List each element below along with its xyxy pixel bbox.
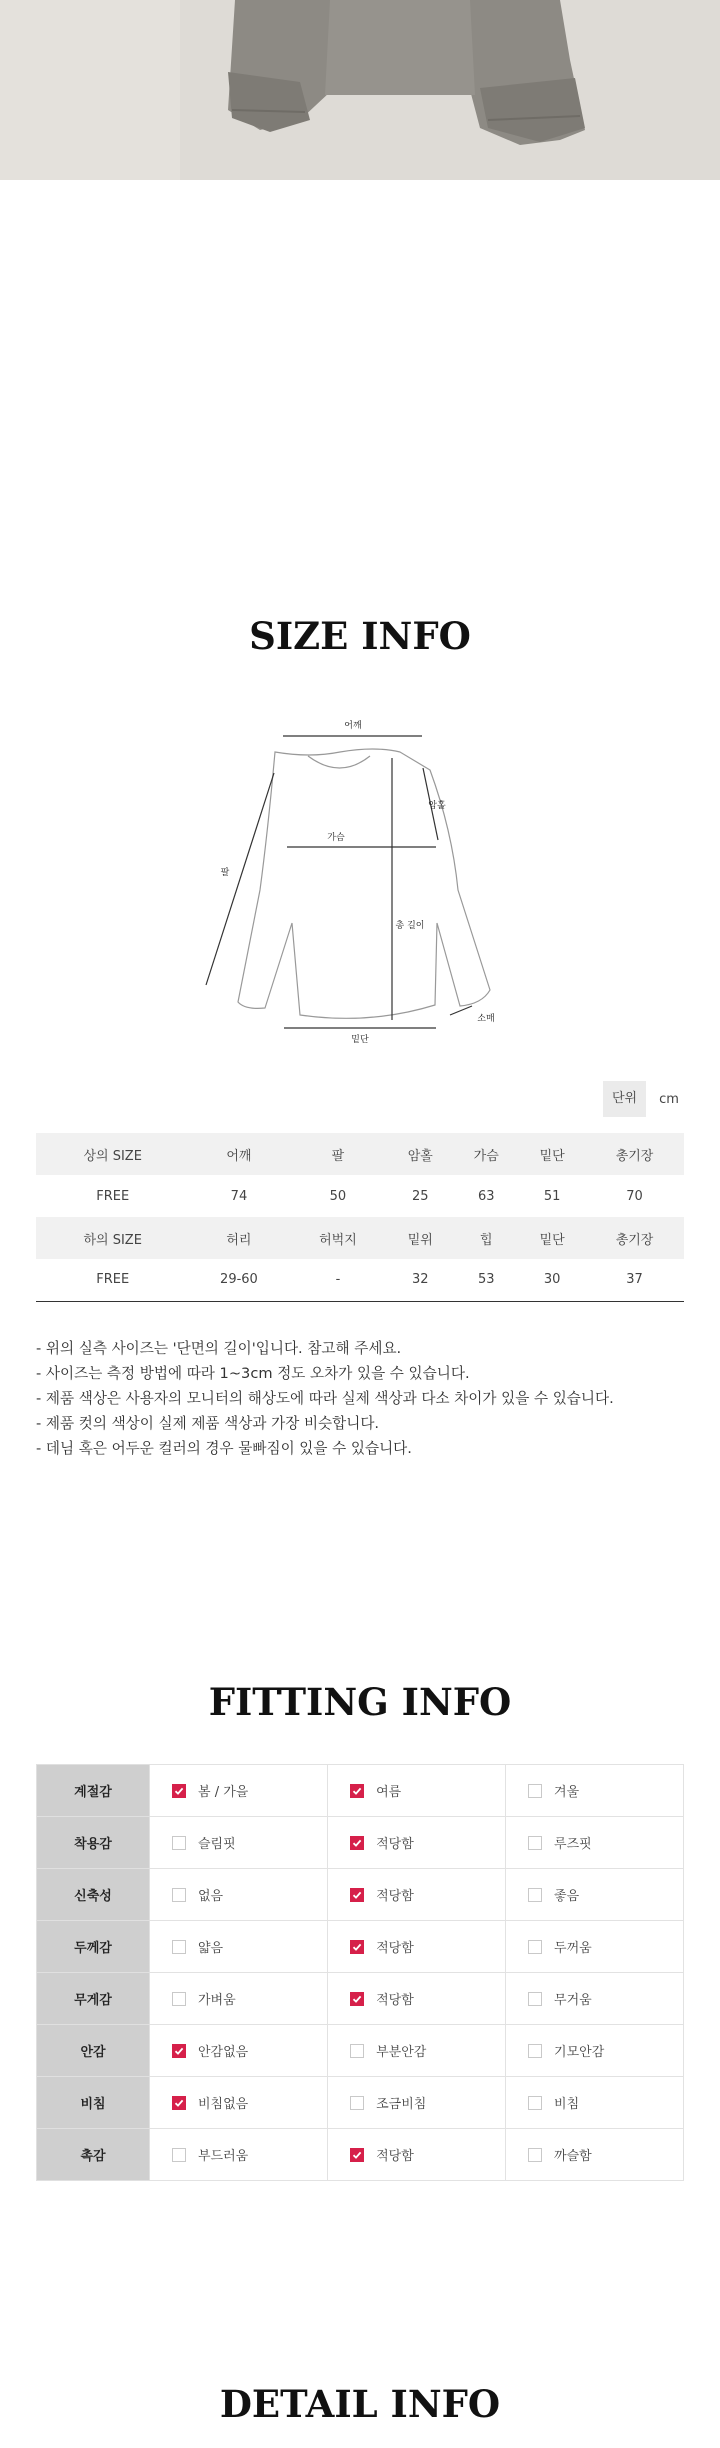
fitting-row: [37, 1765, 684, 1817]
fitting-option: [150, 2129, 328, 2181]
fitting-option-label: 없음: [198, 1889, 224, 1904]
size-cell: 허벅지: [289, 1217, 388, 1259]
size-table-row: [36, 1133, 684, 1175]
fitting-option: [506, 2025, 684, 2077]
unchecked-checkbox-icon: [172, 1992, 186, 2006]
fitting-option-label: 적당함: [376, 1941, 414, 1956]
label-total-length: 총 길이: [395, 921, 425, 931]
fitting-option: [506, 2129, 684, 2181]
label-shoulder: 어깨: [344, 721, 362, 731]
size-cell: 어깨: [189, 1133, 288, 1175]
fitting-option: [150, 1973, 328, 2025]
unchecked-checkbox-icon: [172, 2148, 186, 2162]
fitting-option: [328, 2129, 506, 2181]
fitting-option: [328, 1817, 506, 1869]
size-cell: FREE: [96, 1272, 130, 1288]
note-line: - 제품 컷의 색상이 실제 제품 색상과 가장 비슷합니다.: [36, 1415, 380, 1432]
fitting-option-label: 두꺼움: [554, 1941, 592, 1956]
unchecked-checkbox-icon: [528, 1992, 542, 2006]
unchecked-checkbox-icon: [528, 1940, 542, 1954]
size-table: [36, 1133, 684, 1302]
fitting-category: 안감: [37, 2025, 150, 2077]
checked-checkbox-icon: [350, 1784, 364, 1798]
size-cell: 허리: [189, 1217, 288, 1259]
unit-value: cm: [659, 1091, 679, 1107]
size-cell: 상의 SIZE: [36, 1133, 189, 1175]
size-cell: 총기장: [585, 1133, 684, 1175]
size-cell: -: [335, 1272, 341, 1288]
size-table-row: [36, 1259, 684, 1301]
product-photo: [0, 0, 720, 180]
size-cell: 29-60: [220, 1272, 258, 1288]
unchecked-checkbox-icon: [528, 1888, 542, 1902]
unchecked-checkbox-icon: [172, 1888, 186, 1902]
sweatshirt-outline: [238, 749, 490, 1018]
size-cell: 30: [543, 1272, 561, 1288]
checked-checkbox-icon: [172, 2044, 186, 2058]
size-cell: 32: [412, 1272, 429, 1288]
label-hem: 밑단: [351, 1035, 369, 1045]
fitting-option: [150, 1921, 328, 1973]
size-info-title: SIZE INFO: [249, 614, 471, 658]
size-cell: 74: [230, 1188, 248, 1204]
label-sleeve: 팔: [220, 868, 230, 878]
size-cell: 암홀: [387, 1133, 453, 1175]
sweatshirt-photo-illustration: [0, 0, 720, 180]
fitting-option: [506, 1765, 684, 1817]
fitting-option-label: 부분안감: [376, 2045, 427, 2060]
checked-checkbox-icon: [350, 1940, 364, 1954]
note-line: - 데님 혹은 어두운 컬러의 경우 물빠짐이 있을 수 있습니다.: [36, 1440, 412, 1457]
fitting-option-label: 비침없음: [198, 2097, 249, 2112]
checked-checkbox-icon: [350, 2148, 364, 2162]
detail-info-title: DETAIL INFO: [219, 2382, 501, 2426]
fitting-row: [37, 1869, 684, 1921]
fitting-row: [37, 2077, 684, 2129]
fitting-option: [150, 1869, 328, 1921]
size-cell: 53: [477, 1272, 495, 1288]
fitting-category: 비침: [37, 2077, 150, 2129]
fitting-option-label: 봄 / 가을: [198, 1785, 249, 1800]
unchecked-checkbox-icon: [172, 1940, 186, 1954]
fitting-option-label: 조금비침: [376, 2097, 427, 2112]
fitting-option-label: 기모안감: [554, 2045, 605, 2060]
unchecked-checkbox-icon: [350, 2044, 364, 2058]
fitting-option: [328, 1869, 506, 1921]
fitting-option-label: 적당함: [376, 1889, 414, 1904]
fitting-option-label: 겨울: [554, 1785, 580, 1800]
fitting-option-label: 좋음: [554, 1889, 580, 1904]
collar-outline: [308, 756, 370, 768]
size-cell: 밑위: [387, 1217, 453, 1259]
unit-label: 단위: [603, 1081, 646, 1117]
checked-checkbox-icon: [350, 1888, 364, 1902]
fitting-option: [328, 2025, 506, 2077]
fitting-option: [506, 1973, 684, 2025]
size-cell: 밑단: [519, 1133, 585, 1175]
fitting-option: [328, 1973, 506, 2025]
fitting-option-label: 얇음: [198, 1941, 224, 1956]
fitting-option-label: 여름: [376, 1785, 402, 1800]
fitting-row: [37, 2025, 684, 2077]
unchecked-checkbox-icon: [528, 2044, 542, 2058]
fitting-option-label: 무거움: [554, 1993, 592, 2008]
fitting-option-label: 적당함: [376, 1837, 414, 1852]
size-cell: 50: [329, 1188, 347, 1204]
fitting-category: 두께감: [37, 1921, 150, 1973]
checked-checkbox-icon: [350, 1836, 364, 1850]
size-cell: 총기장: [585, 1217, 684, 1259]
size-cell: 37: [626, 1272, 643, 1288]
fitting-option: [506, 1869, 684, 1921]
unchecked-checkbox-icon: [172, 1836, 186, 1850]
fitting-option-label: 안감없음: [198, 2045, 249, 2060]
fitting-row: [37, 1921, 684, 1973]
fitting-option: [506, 2077, 684, 2129]
unchecked-checkbox-icon: [528, 1784, 542, 1798]
note-line: - 사이즈는 측정 방법에 따라 1~3cm 정도 오차가 있을 수 있습니다.: [36, 1365, 470, 1382]
fitting-option: [506, 1921, 684, 1973]
size-cell: 70: [626, 1188, 643, 1204]
size-table-row: [36, 1217, 684, 1259]
label-armhole: 암홀: [428, 801, 446, 811]
fitting-category: 계절감: [37, 1765, 150, 1817]
unchecked-checkbox-icon: [528, 2148, 542, 2162]
fitting-option-label: 비침: [554, 2097, 580, 2112]
fitting-option-label: 까슬함: [554, 2149, 592, 2164]
fitting-option: [328, 2077, 506, 2129]
sleeve-measure-line: [206, 773, 274, 985]
fitting-option: [150, 2025, 328, 2077]
fitting-row: [37, 1817, 684, 1869]
checked-checkbox-icon: [350, 1992, 364, 2006]
cuff-measure-line: [450, 1006, 472, 1015]
note-line: - 제품 색상은 사용자의 모니터의 해상도에 따라 실제 색상과 다소 차이가 있을 수 있습니다.: [36, 1390, 614, 1407]
fitting-option-label: 슬림핏: [198, 1837, 236, 1852]
fitting-option-label: 적당함: [376, 2149, 414, 2164]
fitting-option: [150, 2077, 328, 2129]
size-notes: [36, 1336, 614, 1461]
size-cell: 가슴: [453, 1133, 519, 1175]
size-table-row: [36, 1175, 684, 1217]
fitting-option-label: 가벼움: [198, 1993, 236, 2008]
fitting-option: [328, 1921, 506, 1973]
size-cell: 51: [543, 1188, 561, 1204]
fitting-category: 신축성: [37, 1869, 150, 1921]
fitting-info-title: FITTING INFO: [208, 1680, 512, 1724]
checked-checkbox-icon: [172, 2096, 186, 2110]
unit-indicator: [603, 1081, 679, 1117]
unchecked-checkbox-icon: [528, 2096, 542, 2110]
unchecked-checkbox-icon: [350, 2096, 364, 2110]
size-diagram: [190, 710, 530, 1055]
label-chest: 가슴: [327, 833, 345, 843]
fitting-option: [506, 1817, 684, 1869]
checked-checkbox-icon: [172, 1784, 186, 1798]
note-line: - 위의 실측 사이즈는 '단면의 길이'입니다. 참고해 주세요.: [36, 1340, 402, 1357]
fitting-option-label: 부드러움: [198, 2149, 249, 2164]
size-cell: FREE: [96, 1188, 130, 1204]
size-cell: 하의 SIZE: [36, 1217, 189, 1259]
fitting-row: [37, 2129, 684, 2181]
size-cell: 팔: [289, 1133, 388, 1175]
fitting-category: 무게감: [37, 1973, 150, 2025]
label-cuff: 소매: [477, 1014, 495, 1024]
fitting-category: 착용감: [37, 1817, 150, 1869]
unchecked-checkbox-icon: [528, 1836, 542, 1850]
fitting-option: [328, 1765, 506, 1817]
fitting-option: [150, 1765, 328, 1817]
size-cell: 63: [477, 1188, 495, 1204]
fitting-row: [37, 1973, 684, 2025]
fitting-option-label: 루즈핏: [554, 1837, 592, 1852]
fitting-option: [150, 1817, 328, 1869]
fitting-table: [36, 1764, 684, 2181]
size-cell: 밑단: [519, 1217, 585, 1259]
size-cell: 힙: [453, 1217, 519, 1259]
fitting-option-label: 적당함: [376, 1993, 414, 2008]
size-cell: 25: [412, 1188, 429, 1204]
fitting-category: 촉감: [37, 2129, 150, 2181]
